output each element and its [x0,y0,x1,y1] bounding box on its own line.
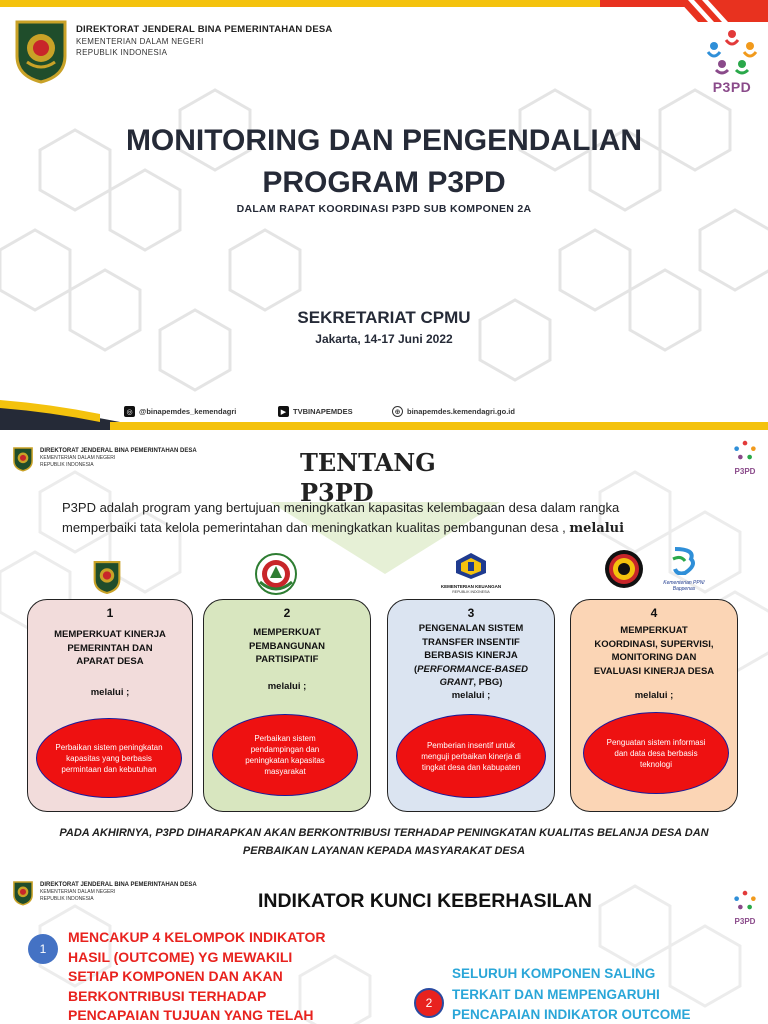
section-title-line-2: P3PD [300,478,374,507]
point-1-line: MENCAKUP 4 KELOMPOK INDIKATOR [68,929,326,945]
place-and-date: Jakarta, 14-17 Juni 2022 [315,332,453,346]
kemenkeu-sub: REPUBLIK INDONESIA [452,590,490,594]
kemendesa-logo-icon [254,552,298,596]
pillar-number: 1 [106,606,114,620]
pbg-italic: PERFORMANCE-BASED GRANT [417,663,528,688]
ministry-header [76,24,332,57]
indikator-point-2 [452,964,691,1024]
pillar-heading-line: MEMPERKUAT [620,625,688,636]
hexagon-background [0,0,768,430]
point-1-line: PENCAPAIAN TUJUAN YANG TELAH [68,1007,314,1023]
header-line-3: REPUBLIK INDONESIA [76,48,168,57]
section-title-line-1: TENTANG [300,448,436,477]
intro-paragraph [62,498,722,539]
pillar-heading-line: PEMERINTAH DAN [67,642,153,654]
conclusion-line-1: PADA AKHIRNYA, P3PD DIHARAPKAN AKAN BERKONTRIBUSI TERHADAP PENINGKATAN KUALITAS BELANJA DESA DAN [59,827,709,839]
p3pd-logo-text: P3PD [734,917,756,926]
pillar-heading-line: PENGENALAN SISTEM [418,623,524,634]
p3pd-people-icon [732,438,758,464]
p3pd-logo [704,26,760,100]
pillar-number: 2 [283,606,291,620]
slide-indikator [0,866,768,1024]
header-line-1: DIREKTORAT JENDERAL BINA PEMERINTAHAN DESA [40,882,197,888]
kemenkeu-logo [436,553,506,595]
pillar-via: melalui ; [634,690,674,701]
point-1-line: HASIL (OUTCOME) YG MEWAKILI [68,948,293,965]
header-line-1: DIREKTORAT JENDERAL BINA PEMERINTAHAN DESA [76,24,333,35]
pillar-oval-4: Penguatan sistem informasi dan data desa berbasis teknologi [583,712,729,794]
website-link[interactable] [392,406,515,417]
pillar-heading-line: MEMPERKUAT [253,627,321,638]
pbg-open: ( [413,663,418,675]
pillar-oval-2: Perbaikan sistem pendampingan dan peningkatan kapasitas masyarakat [212,714,358,796]
globe-icon: ⊕ [392,406,403,417]
bappenas-logo [652,545,716,592]
kemenkeu-text: KEMENTERIAN KEUANGAN [440,584,502,589]
instagram-icon: ◎ [124,406,135,417]
bappenas-text: Kementerian PPN/ Bappenas [663,580,705,592]
conclusion-line-2: PERBAIKAN LAYANAN KEPADA MASYARAKAT DESA [242,845,526,857]
pillar-heading [28,628,192,669]
presenter-name: SEKRETARIAT CPMU [297,308,471,327]
pillar-via: melalui ; [90,686,130,698]
pillar-heading-line: MONITORING DAN [611,652,697,663]
pillar-number: 4 [650,606,658,620]
pillar-heading [388,622,554,690]
kemendagri-emblem-icon [12,446,34,472]
pillar-heading-line: APARAT DESA [76,656,144,667]
header-line-1: DIREKTORAT JENDERAL BINA PEMERINTAHAN DESA [40,448,197,454]
point-2-line: TERKAIT DAN MEMPENGARUHI [452,986,660,1002]
youtube-handle[interactable] [278,406,353,417]
header-line-2: KEMENTERIAN DALAM NEGERI [40,889,116,895]
pillar-heading-line: TRANSFER INSENTIF [422,636,520,648]
instagram-handle[interactable] [124,406,236,417]
red-corner-stripes [658,0,768,22]
website-text: binapemdes.kemendagri.go.id [407,407,515,416]
cover-subtitle: DALAM RAPAT KOORDINASI P3PD SUB KOMPONEN 2A [236,203,532,215]
kemenkeu-emblem-icon [456,553,486,579]
youtube-icon: ▶ [278,406,289,417]
pillar-heading-line: PEMBANGUNAN [249,640,325,652]
number-badge-2: 2 [414,988,444,1018]
point-2-line: SELURUH KOMPONEN SALING [452,966,656,981]
pillar-heading-line: MEMPERKUAT KINERJA [54,629,166,640]
pillar-via: melalui ; [267,680,307,692]
point-2-line: PENCAPAIAN INDIKATOR OUTCOME [452,1007,691,1022]
cover-title-line-2: PROGRAM P3PD [262,166,506,199]
pillar-heading [571,624,737,678]
intro-melalui: melalui [569,521,625,536]
pillar-heading-line [396,663,546,690]
point-1-line: BERKONTRIBUSI TERHADAP [68,987,267,1004]
slide-cover [0,0,768,430]
point-1-line: SETIAP KOMPONEN DAN AKAN [68,968,283,984]
p3pd-logo-text: P3PD [734,467,756,476]
top-yellow-bar [0,0,600,7]
pillar-heading [204,626,370,667]
pillar-via: melalui ; [451,689,491,701]
slide-tentang [0,432,768,864]
number-badge-1: 1 [28,934,58,964]
pillar-number: 3 [467,606,475,620]
kemendagri-logo-icon [92,560,122,594]
header-line-2: KEMENTERIAN DALAM NEGERI [40,455,116,461]
bappenas-icon [669,545,699,575]
pillar-heading-line: EVALUASI KINERJA DESA [593,665,715,677]
pillar-heading-line: KOORDINASI, SUPERVISI, [594,638,714,650]
header-line-3: REPUBLIK INDONESIA [40,462,94,468]
header-line-3: REPUBLIK INDONESIA [40,896,94,902]
conclusion-text [0,824,768,860]
intro-line-2: memperbaiki tata kelola pemerintahan dan meningkatkan kualitas pembangunan desa , [62,520,566,535]
intro-line-1: P3PD adalah program yang bertujuan meningkatkan kapasitas kelembagaan desa dalam rangka [62,500,620,515]
p3pd-people-icon [704,26,760,76]
pillar-heading-line: PARTISIPATIF [255,654,319,665]
instagram-text: @binapemdes_kemendagri [139,407,237,416]
pbg-close: , PBG) [473,677,503,688]
ministry-header [40,448,197,468]
cover-title-line-1: MONITORING DAN PENGENDALIAN [125,124,643,157]
cover-title [0,120,768,204]
kemendagri-emblem-icon [12,18,70,84]
p3pd-logo-text: P3PD [712,79,752,95]
kemenko-logo-icon [604,549,644,589]
footer-yellow-line [110,422,768,430]
header-line-2: KEMENTERIAN DALAM NEGERI [76,37,204,46]
youtube-text: TVBINAPEMDES [293,407,353,416]
p3pd-logo [732,438,758,474]
indikator-point-1 [68,928,325,1024]
pillar-heading-line: BERBASIS KINERJA [424,650,518,661]
pillar-oval-1: Perbaikan sistem peningkatan kapasitas yang berbasis permintaan dan kebutuhan [36,718,182,798]
indikator-title: INDIKATOR KUNCI KEBERHASILAN [257,890,593,912]
pillar-oval-3: Pemberian insentif untuk menguji perbaikan kinerja di tingkat desa dan kabupaten [396,714,546,798]
